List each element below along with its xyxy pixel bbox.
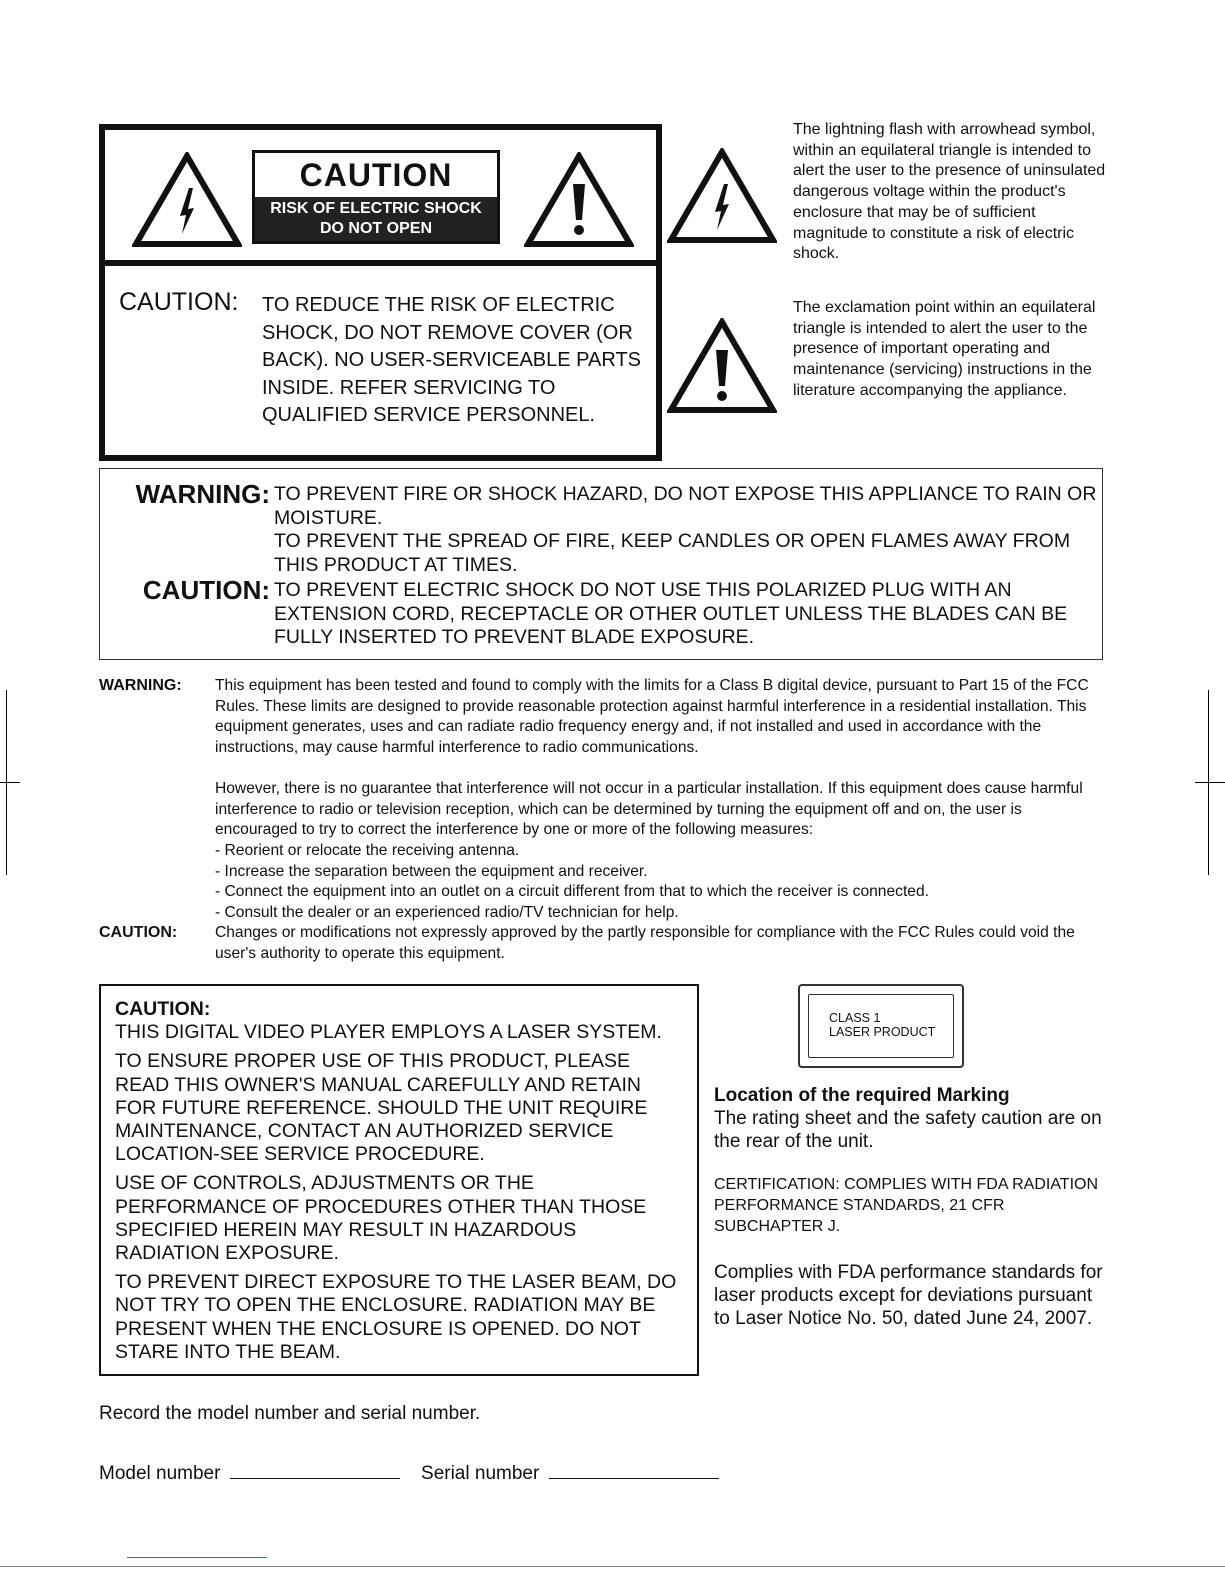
fcc-caution-text: Changes or modifications not expressly approved by the partly responsible for compliance with the FCC Rules could void the user's authority to operate this equipment.: [215, 924, 1075, 962]
fire-shock-warning-box: [99, 468, 1103, 660]
model-number-blank[interactable]: [230, 1460, 400, 1479]
laser-caution-box: [99, 984, 699, 1376]
lightning-warning-icon: [132, 152, 242, 248]
warning-line1: TO PREVENT FIRE OR SHOCK HAZARD, DO NOT EXPOSE THIS APPLIANCE TO RAIN OR MOISTURE.: [274, 483, 1097, 529]
fda-compliance-text: Complies with FDA performance standards for laser products except for deviations pursuant to Laser Notice No. 50, dated June 24, 2007.: [714, 1262, 1103, 1329]
caution-label-line2: DO NOT OPEN: [319, 220, 432, 237]
fcc-measure-4: - Consult the dealer or an experienced radio/TV technician for help.: [215, 904, 679, 921]
bottom-rule: [0, 1566, 1225, 1567]
record-instruction: Record the model number and serial number.: [99, 1403, 481, 1424]
crop-mark-right-horizontal: [1195, 782, 1225, 783]
marking-text: The rating sheet and the safety caution are on the rear of the unit.: [714, 1108, 1102, 1152]
caution-label-band: [255, 197, 497, 241]
caution-box-divider: [105, 260, 656, 266]
fcc-measure-2: - Increase the separation between the equipment and receiver.: [215, 863, 648, 880]
laser-paragraph-4: TO PREVENT DIRECT EXPOSURE TO THE LASER BEAM, DO NOT TRY TO OPEN THE ENCLOSURE. RADIATION MAY BE PRESENT WHEN THE ENCLOSURE IS OPENED. DO NOT STARE INTO THE BEAM.: [115, 1271, 677, 1363]
marking-title: Location of the required Marking: [714, 1085, 1010, 1106]
shock-caution-box: [99, 124, 662, 461]
caution-term: CAUTION:: [119, 288, 239, 316]
warning-line2: TO PREVENT THE SPREAD OF FIRE, KEEP CANDLES OR OPEN FLAMES AWAY FROM THIS PRODUCT AT TIMES.: [274, 530, 1071, 576]
serial-number-label: Serial number: [421, 1463, 540, 1484]
plug-caution-term: CAUTION:: [142, 575, 270, 605]
fcc-caution-term: CAUTION:: [99, 924, 178, 941]
warning-term: WARNING:: [135, 479, 270, 509]
class-1-laser-label: [798, 984, 964, 1068]
caution-label: [252, 150, 500, 244]
record-fields: [99, 1460, 719, 1485]
exclamation-explanation: The exclamation point within an equilateral triangle is intended to alert the user to the presence of important operating and maintenance (servicing) instructions in the literature accompanying the appliance.: [793, 299, 1096, 399]
laser-paragraph-2: TO ENSURE PROPER USE OF THIS PRODUCT, PLEASE READ THIS OWNER'S MANUAL CAREFULLY AND RETAIN FOR FUTURE REFERENCE. SHOULD THE UNIT REQUIRE MAINTENANCE, CONTACT AN AUTHORIZED SERVICE LOCATION-SEE SERVICE PROCEDURE.: [115, 1050, 648, 1166]
model-number-label: Model number: [99, 1463, 221, 1484]
lightning-explanation: The lightning flash with arrowhead symbol, within an equilateral triangle is intended to alert the user to the presence of uninsulated dangerous voltage within the product's enclosure that may be of sufficient magnitude to constitute a risk of electric shock.: [793, 121, 1106, 263]
certification-text: CERTIFICATION: COMPLIES WITH FDA RADIATION PERFORMANCE STANDARDS, 21 CFR SUBCHAPTER J.: [714, 1176, 1099, 1235]
fcc-paragraph-1: This equipment has been tested and found to comply with the limits for a Class B digital device, pursuant to Part 15 of the FCC Rules. These limits are designed to provide reasonable protection against harmful interference in a residential installation. This equipment generates, uses and can radiate radio frequency energy and, if not installed and used in accordance with the instructions, may cause harmful interference to radio communications.: [215, 677, 1089, 756]
caution-label-title: CAUTION: [299, 157, 453, 193]
class-label-line2: LASER PRODUCT: [829, 1025, 936, 1039]
serial-number-blank[interactable]: [549, 1460, 719, 1479]
exclamation-symbol-icon: [667, 318, 777, 414]
laser-caution-heading: CAUTION:: [115, 998, 211, 1020]
fcc-measure-3: - Connect the equipment into an outlet on a circuit different from that to which the receiver is connected.: [215, 883, 929, 900]
lightning-symbol-icon: [667, 148, 777, 244]
fcc-paragraph-2: However, there is no guarantee that interference will not occur in a particular installation. If this equipment does cause harmful interference to radio or television reception, which can be determined by turning the equipment off and on, the user is encouraged to try to correct the interference by one or more of the following measures:: [215, 780, 1083, 839]
bottom-blue-rule: [127, 1557, 267, 1558]
laser-paragraph-1: THIS DIGITAL VIDEO PLAYER EMPLOYS A LASER SYSTEM.: [115, 1021, 662, 1044]
caution-label-line1: RISK OF ELECTRIC SHOCK: [270, 200, 482, 217]
exclamation-warning-icon: [524, 152, 634, 248]
laser-paragraph-3: USE OF CONTROLS, ADJUSTMENTS OR THE PERFORMANCE OF PROCEDURES OTHER THAN THOSE SPECIFIED HEREIN MAY RESULT IN HAZARDOUS RADIATION EXPOSURE.: [115, 1172, 647, 1265]
plug-caution-text: TO PREVENT ELECTRIC SHOCK DO NOT USE THIS POLARIZED PLUG WITH AN EXTENSION CORD, RECEPTACLE OR OTHER OUTLET UNLESS THE BLADES CAN BE FULLY INSERTED TO PREVENT BLADE EXPOSURE.: [274, 579, 1068, 648]
caution-text: TO REDUCE THE RISK OF ELECTRIC SHOCK, DO NOT REMOVE COVER (OR BACK). NO USER-SERVICEABLE PARTS INSIDE. REFER SERVICING TO QUALIFIED SERVICE PERSONNEL.: [262, 294, 641, 426]
class-label-line1: CLASS 1: [829, 1011, 881, 1025]
crop-mark-left-horizontal: [0, 782, 20, 783]
fcc-warning-term: WARNING:: [99, 677, 182, 694]
fcc-measure-1: - Reorient or relocate the receiving antenna.: [215, 842, 520, 859]
